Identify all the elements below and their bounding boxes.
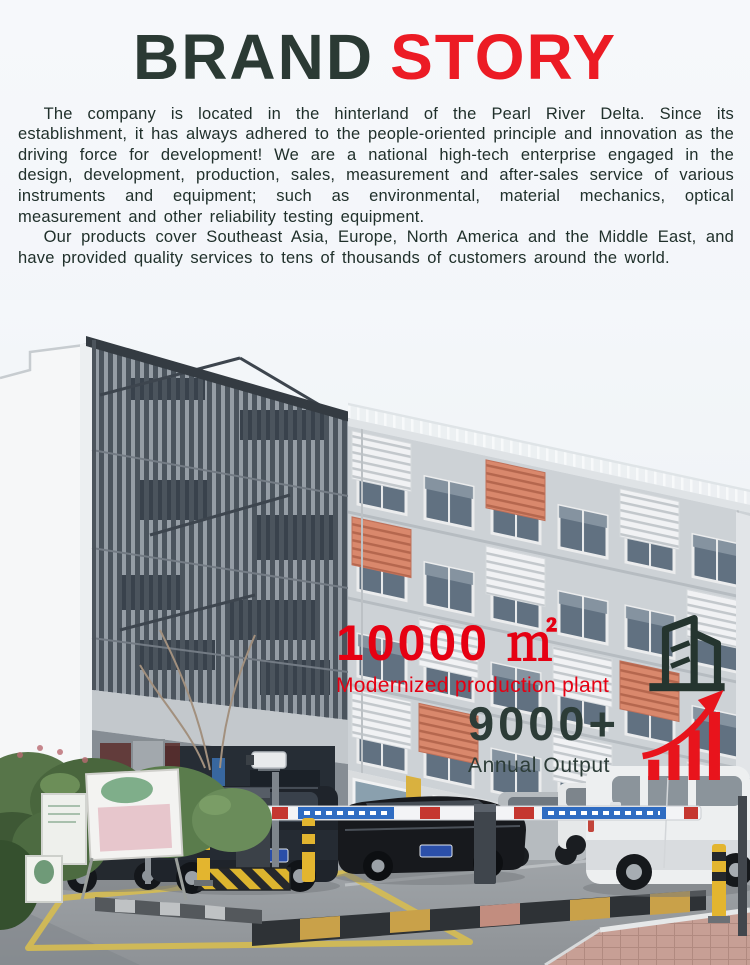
- right-neighbor-building: [736, 512, 750, 800]
- markets-paragraph: Our products cover Southeast Asia, Europe, North America and the Middle East, and have provided quality services to tens of thousands of customers around the world.: [18, 228, 734, 267]
- growth-bar-chart-icon: [640, 688, 730, 780]
- title-word-brand: BRAND: [132, 21, 375, 93]
- factory-photo: [0, 300, 750, 965]
- barrier-arm: [205, 806, 701, 820]
- stat-plant-area: [336, 615, 610, 698]
- office-building-icon: [644, 606, 730, 694]
- annual-output-label: Annual Output: [468, 754, 611, 777]
- title-word-story: STORY: [390, 21, 618, 93]
- security-camera-icon: [246, 752, 286, 768]
- page-title: [0, 21, 750, 93]
- stat-annual-output: [468, 697, 621, 778]
- plant-area-value: 10000 ㎡: [336, 615, 560, 671]
- hazard-wedge: [198, 868, 290, 890]
- bollard-2: [302, 818, 315, 882]
- annual-output-value: 9000+: [468, 697, 621, 750]
- intro-text-block: [0, 104, 750, 269]
- company-intro-paragraph: The company is located in the hinterland of the Pearl River Delta. Since its establishment, it has always adhered to the people-oriented principle and innovation as the driving force for development! We are a national high-tech enterprise engaged in the design, development, production, sales, measurement and after-sales service of various instruments and equipment; such as environmental, material mechanics, optical measurement and other reliability testing equipment.: [18, 104, 734, 226]
- plant-area-label: Modernized production plant: [336, 674, 610, 697]
